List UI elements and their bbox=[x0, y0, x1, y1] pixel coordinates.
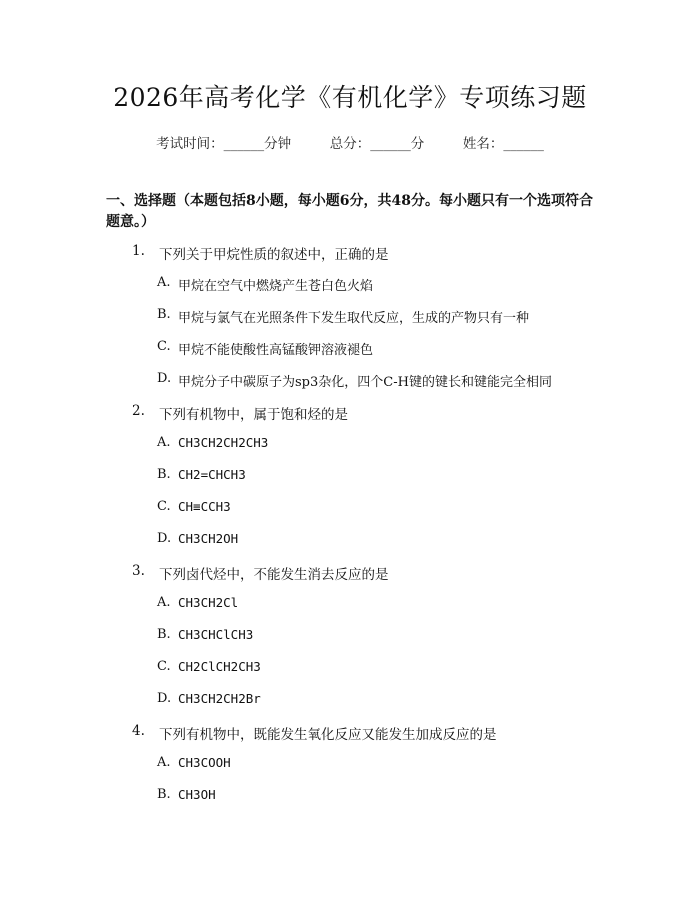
section-heading: 一、选择题（本题包括8小题，每小题6分，共48分。每小题只有一个选项符合题意。） bbox=[106, 193, 593, 230]
question-number: 1. bbox=[132, 243, 145, 259]
option-letter: A. bbox=[157, 595, 171, 610]
option-2a bbox=[0, 435, 700, 467]
option-text: CH3CH2Cl bbox=[178, 595, 239, 610]
option-letter: D. bbox=[157, 531, 172, 546]
question-stem: 下列卤代烃中，不能发生消去反应的是 bbox=[159, 567, 389, 583]
exam-title: 2026年高考化学《有机化学》专项练习题 bbox=[113, 83, 587, 112]
option-letter: B. bbox=[157, 307, 171, 322]
option-2b bbox=[0, 467, 700, 499]
option-letter: C. bbox=[157, 339, 171, 354]
option-letter: B. bbox=[157, 467, 171, 482]
exam-score-field: 总分：______分 bbox=[329, 136, 425, 152]
option-4a bbox=[0, 755, 700, 787]
option-2d bbox=[0, 531, 700, 563]
option-text: CH2ClCH2CH3 bbox=[178, 659, 261, 674]
option-text: CH2=CHCH3 bbox=[178, 467, 246, 482]
option-letter: C. bbox=[157, 659, 171, 674]
option-4b bbox=[0, 787, 700, 819]
option-letter: A. bbox=[157, 755, 171, 770]
question-list bbox=[0, 243, 700, 819]
question-number: 4. bbox=[132, 723, 145, 739]
option-text: 甲烷分子中碳原子为sp3杂化，四个C-H键的键长和键能完全相同 bbox=[178, 375, 552, 390]
question-4 bbox=[0, 723, 700, 755]
option-3c bbox=[0, 659, 700, 691]
option-3d bbox=[0, 691, 700, 723]
question-3 bbox=[0, 563, 700, 595]
option-text: CH3CH2OH bbox=[178, 531, 239, 546]
question-number: 2. bbox=[132, 403, 145, 419]
option-1c bbox=[0, 339, 700, 371]
exam-time-field: 考试时间：______分钟 bbox=[156, 136, 292, 152]
option-letter: A. bbox=[157, 435, 171, 450]
option-1b bbox=[0, 307, 700, 339]
exam-meta bbox=[0, 132, 700, 152]
option-letter: A. bbox=[157, 275, 171, 290]
question-stem: 下列有机物中，属于饱和烃的是 bbox=[159, 407, 348, 423]
option-letter: B. bbox=[157, 787, 171, 802]
option-text: 甲烷不能使酸性高锰酸钾溶液褪色 bbox=[178, 343, 374, 358]
option-text: CH3COOH bbox=[178, 755, 231, 770]
option-text: CH3CHClCH3 bbox=[178, 627, 254, 642]
question-2 bbox=[0, 403, 700, 435]
question-stem: 下列有机物中，既能发生氧化反应又能发生加成反应的是 bbox=[159, 727, 497, 743]
option-1a bbox=[0, 275, 700, 307]
option-letter: C. bbox=[157, 499, 171, 514]
option-1d bbox=[0, 371, 700, 403]
question-number: 3. bbox=[132, 563, 145, 579]
question-1 bbox=[0, 243, 700, 275]
option-text: CH3CH2CH2CH3 bbox=[178, 435, 269, 450]
student-name-field: 姓名：______ bbox=[462, 136, 544, 152]
option-letter: B. bbox=[157, 627, 171, 642]
option-letter: D. bbox=[157, 691, 172, 706]
option-text: 甲烷在空气中燃烧产生苍白色火焰 bbox=[178, 279, 374, 294]
option-2c bbox=[0, 499, 700, 531]
option-letter: D. bbox=[157, 371, 172, 386]
option-3a bbox=[0, 595, 700, 627]
option-3b bbox=[0, 627, 700, 659]
option-text: CH≡CCH3 bbox=[178, 499, 231, 514]
question-stem: 下列关于甲烷性质的叙述中，正确的是 bbox=[159, 247, 389, 263]
option-text: CH3OH bbox=[178, 787, 216, 802]
option-text: 甲烷与氯气在光照条件下发生取代反应，生成的产物只有一种 bbox=[178, 311, 530, 326]
option-text: CH3CH2CH2Br bbox=[178, 691, 261, 706]
